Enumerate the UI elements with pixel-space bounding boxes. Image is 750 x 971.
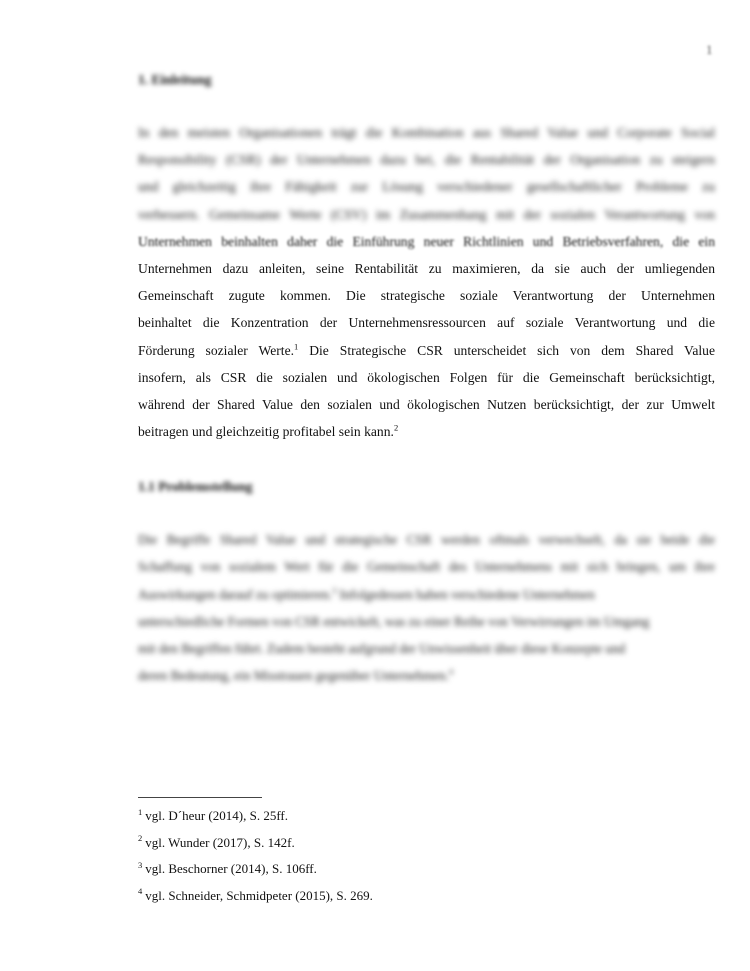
text-line: Unternehmen beinhalten daher die Einführung neuer Richtlinien und Betriebsverfahren, die ein [138, 233, 715, 249]
text-fragment: Die Strategische CSR unterscheidet sich von dem Shared Value [298, 342, 715, 358]
text-line: Schaffung von sozialem Wert für die Gemeinschaft des Unternehmens mit sich bringen, um ihre [138, 559, 715, 575]
text-line: Die Begriffe Shared Value und strategische CSR werden oftmals verwechselt, da sie beide die [138, 532, 715, 547]
text-line [138, 337, 715, 364]
text-fragment: Infolgedessen haben verschiedene Unternehmen [336, 586, 595, 602]
text-line: mit den Begriffen führt. Zudem besteht aufgrund der Unwissenheit über diese Konzepte und [138, 641, 626, 657]
text-line [138, 662, 715, 689]
text-fragment: Förderung sozialer Werte. [138, 342, 295, 358]
footnote-reference: 4 [448, 667, 454, 678]
text-line: insofern, als CSR die sozialen und ökologischen Folgen für die Gemeinschaft berücksichtigt, [138, 369, 715, 385]
text-line: und gleichzeitig ihre Fähigkeit zur Lösung verschiedener gesellschaftlicher Probleme zu [138, 179, 715, 195]
footnote-number: 3 [138, 859, 143, 870]
footnote-number: 4 [138, 886, 143, 897]
footnote-reference: 1 [294, 341, 299, 352]
text-line: Responsibility (CSR) der Unternehmen dazu bei, die Rentabilität der Organisation zu steigern [138, 152, 715, 168]
section-heading-problemstellung: 1.1 Problemstellung [138, 479, 253, 494]
paragraph-einleitung [138, 119, 715, 445]
footnote-reference: 3 [332, 585, 337, 596]
page-number: 1 [706, 42, 713, 57]
footnote [138, 807, 373, 834]
text-line: während der Shared Value den sozialen und ökologischen Nutzen berücksichtigt, der zur Umwelt [138, 397, 715, 413]
footnote-text: vgl. Beschorner (2014), S. 106ff. [145, 861, 317, 876]
text-fragment: deren Bedeutung, ein Misstrauen gegenüber Unternehmen. [138, 668, 449, 684]
footnotes [138, 807, 373, 913]
text-fragment: beitragen und gleichzeitig profitabel sein kann. [138, 424, 394, 440]
text-line [138, 418, 715, 445]
text-line: In den meisten Organisationen trägt die Kombination aus Shared Value und Corporate Social [138, 125, 715, 140]
footnote-reference: 2 [393, 422, 399, 433]
text-fragment: Auswirkungen darauf zu optimieren. [138, 586, 333, 602]
text-line: unterschiedliche Formen von CSR entwickelt, was zu einer Reihe von Verwirrungen im Umgang [138, 613, 650, 629]
text-line [138, 581, 715, 608]
footnote [138, 887, 373, 914]
text-line: verbessern. Gemeinsame Werte (CSV) im Zusammenhang mit der sozialen Verantwortung von [138, 206, 715, 222]
footnote-number: 1 [138, 806, 143, 817]
footnote-number: 2 [138, 833, 143, 844]
text-line: Unternehmen dazu anleiten, seine Rentabilität zu maximieren, da sie auch der umliegenden [138, 261, 715, 277]
footnote-text: vgl. D´heur (2014), S. 25ff. [145, 808, 288, 823]
footnote-text: vgl. Schneider, Schmidpeter (2015), S. 269. [145, 887, 373, 903]
text-line: Gemeinschaft zugute kommen. Die strategische soziale Verantwortung der Unternehmen [138, 288, 715, 304]
text-line: beinhaltet die Konzentration der Unternehmensressourcen auf soziale Verantwortung und die [138, 315, 715, 331]
section-heading-einleitung: 1. Einleitung [138, 72, 212, 87]
footnote [138, 834, 373, 861]
footnote-separator [138, 797, 262, 798]
paragraph-problemstellung [138, 526, 715, 690]
footnote [138, 860, 373, 887]
footnote-text: vgl. Wunder (2017), S. 142f. [145, 834, 295, 850]
